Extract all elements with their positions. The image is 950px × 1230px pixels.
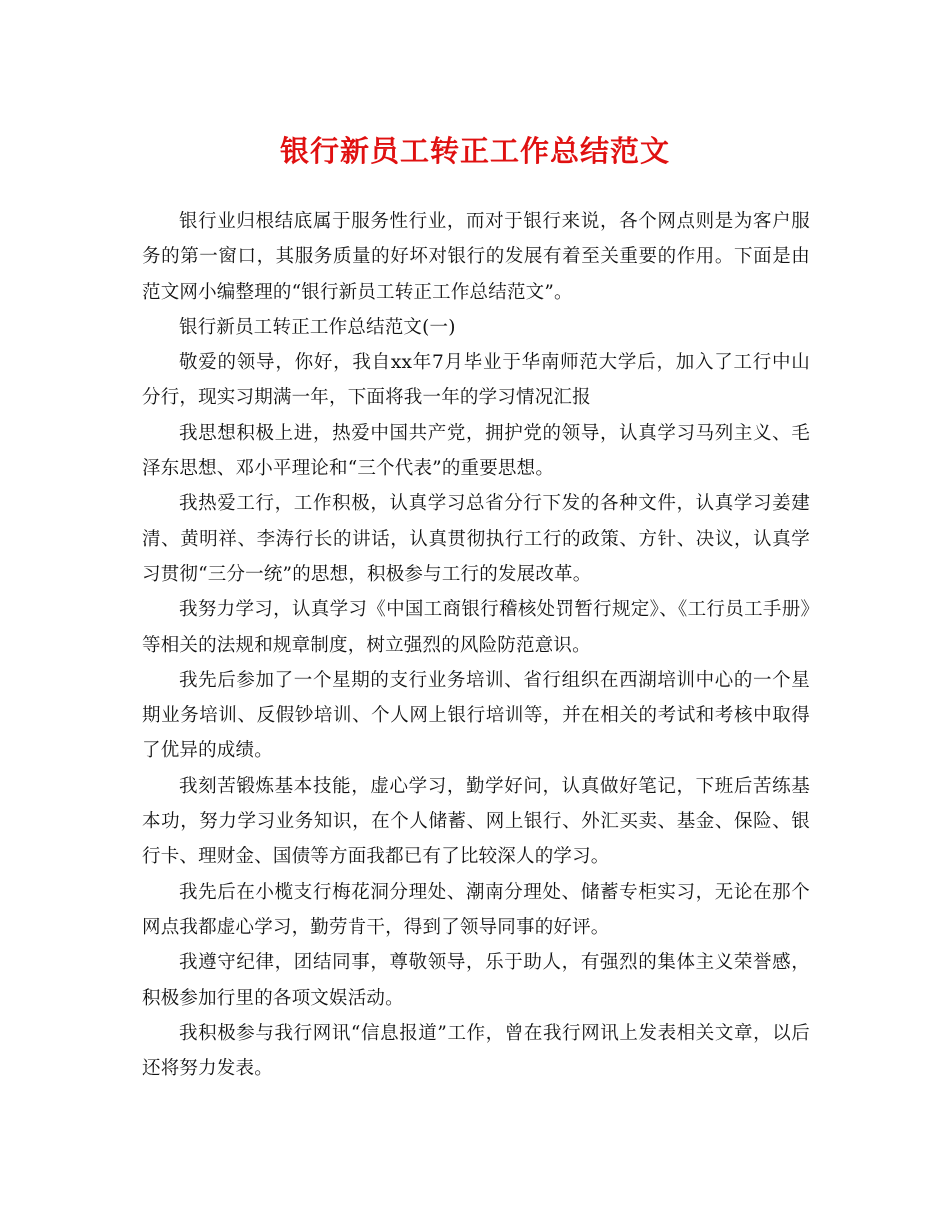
document-title: 银行新员工转正工作总结范文: [279, 134, 670, 168]
paragraph-skills: 我刻苦锻炼基本技能，虚心学习，勤学好问，认真做好笔记，下班后苦练基本功，努力学习业务知识，在个人储蓄、网上银行、外汇买卖、基金、保险、银行卡、理财金、国债等方面我都已有了比较深人的学习。: [142, 775, 810, 868]
paragraph-ideology: 我思想积极上进，热爱中国共产党，拥护党的领导，认真学习马列主义、毛泽东思想、邓小平理论和“三个代表”的重要思想。: [142, 422, 810, 480]
paragraph-work-attitude: 我热爱工行，工作积极，认真学习总省分行下发的各种文件，认真学习姜建清、黄明祥、李涛行长的讲话，认真贯彻执行工行的政策、方针、决议，认真学习贯彻“三分一统”的思想，积极参与工行的发展改革。: [142, 493, 810, 585]
paragraph-section-heading: 银行新员工转正工作总结范文(一): [179, 316, 456, 338]
document-body: [142, 204, 810, 1086]
paragraph-training: 我先后参加了一个星期的支行业务培训、省行组织在西湖培训中心的一个星期业务培训、反假钞培训、个人网上银行培训等，并在相关的考试和考核中取得了优异的成绩。: [142, 669, 810, 762]
paragraph-discipline: 我遵守纪律，团结同事，尊敬领导，乐于助人，有强烈的集体主义荣誉感，积极参加行里的各项文娱活动。: [142, 952, 810, 1009]
paragraph-intro: 银行业归根结底属于服务性行业，而对于银行来说，各个网点则是为客户服务的第一窗口，其服务质量的好坏对银行的发展有着至关重要的作用。下面是由范文网小编整理的“银行新员工转正工作总结范文”。: [142, 211, 810, 303]
paragraph-news-reporting: 我积极参与我行网讯“信息报道”工作，曾在我行网讯上发表相关文章，以后还将努力发表。: [142, 1022, 810, 1080]
paragraph-greeting: 敬爱的领导，你好，我自xx年7月毕业于华南师范大学后，加入了工行中山分行，现实习期满一年，下面将我一年的学习情况汇报: [142, 352, 810, 409]
paragraph-regulations: 我努力学习，认真学习《中国工商银行稽核处罚暂行规定》、《工行员工手册》等相关的法规和规章制度，树立强烈的风险防范意识。: [142, 599, 810, 656]
paragraph-internship: 我先后在小榄支行梅花洞分理处、潮南分理处、储蓄专柜实习，无论在那个网点我都虚心学习，勤劳肯干，得到了领导同事的好评。: [142, 881, 810, 938]
